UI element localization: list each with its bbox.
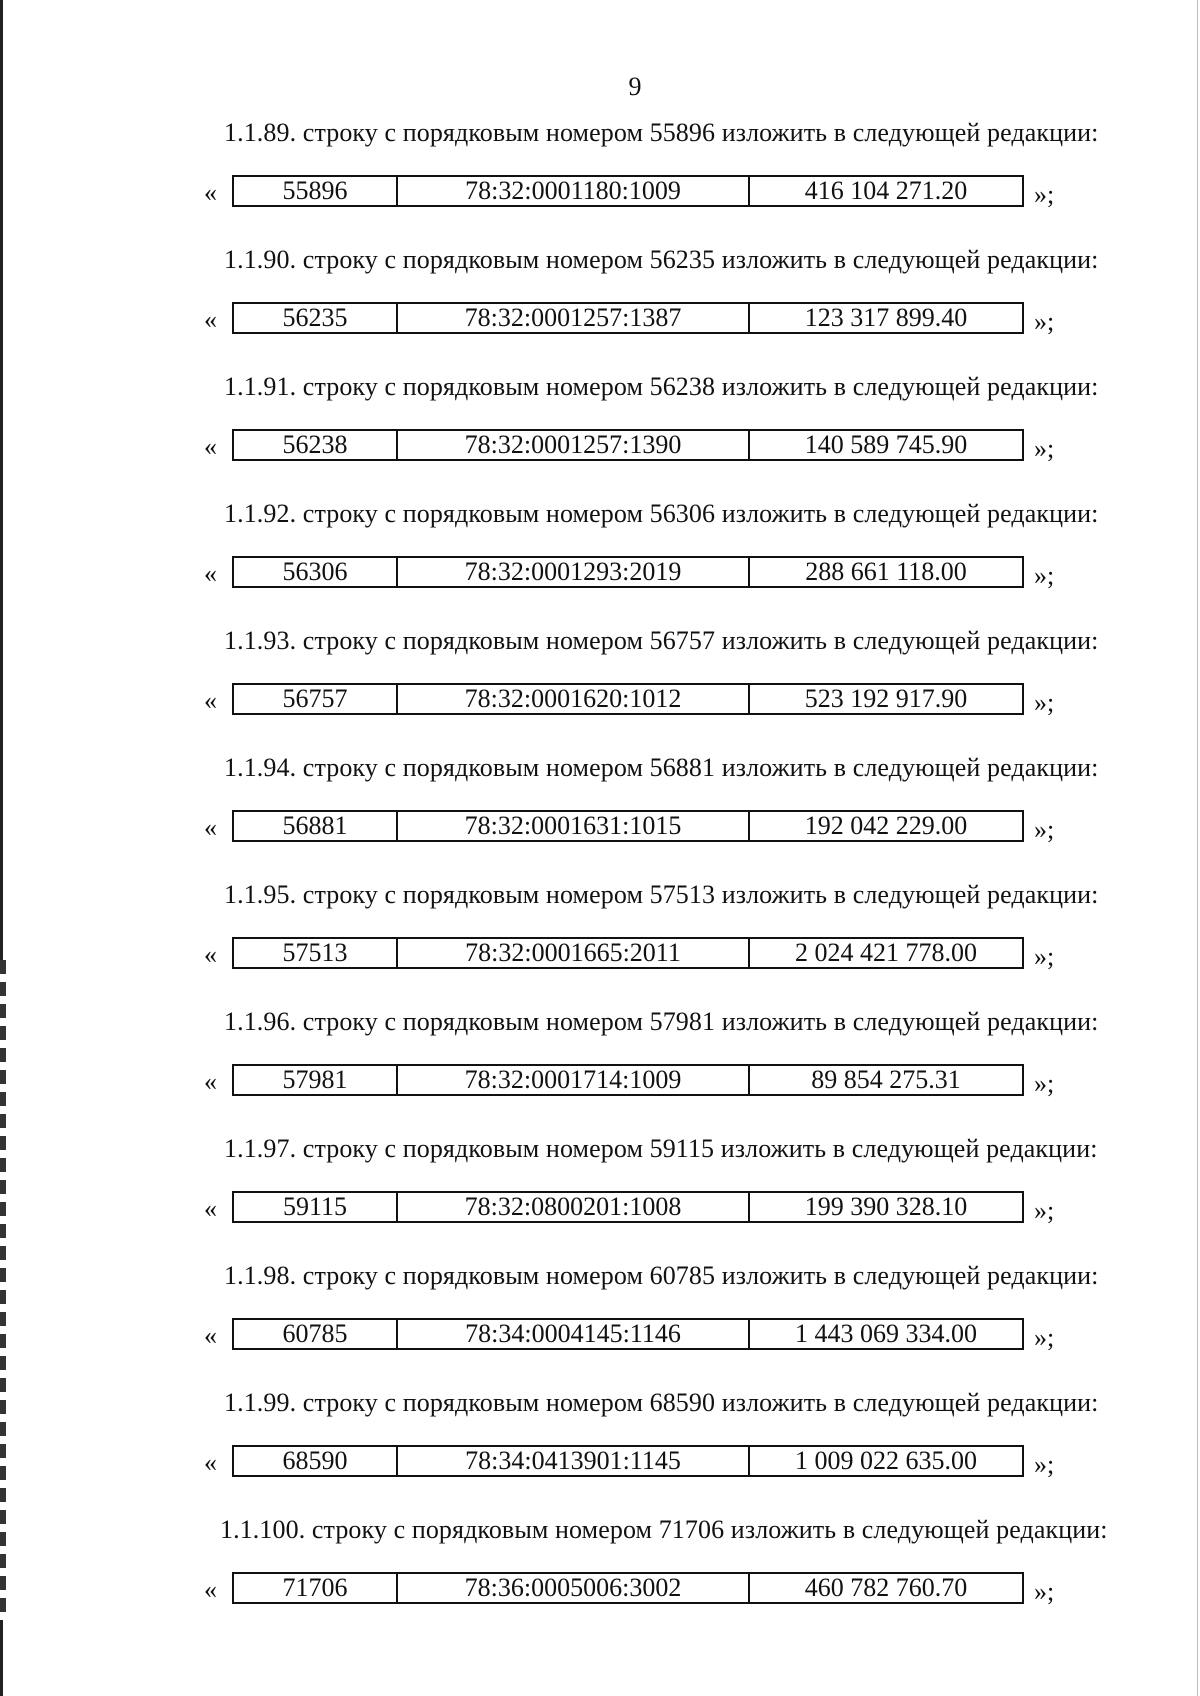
opening-quote: « bbox=[204, 1067, 217, 1096]
table-row bbox=[232, 1318, 1024, 1350]
closing-quote: »; bbox=[1034, 1450, 1055, 1479]
amendment-item bbox=[0, 1515, 1200, 1642]
table-row bbox=[232, 683, 1024, 715]
closing-quote: »; bbox=[1034, 180, 1055, 209]
closing-quote: »; bbox=[1034, 307, 1055, 336]
row-number-cell: 55896 bbox=[234, 177, 398, 205]
amendment-item bbox=[0, 1388, 1200, 1515]
opening-quote: « bbox=[204, 1448, 217, 1477]
amendment-item bbox=[0, 880, 1200, 1007]
opening-quote: « bbox=[204, 305, 217, 334]
cadastral-value-cell: 460 782 760.70 bbox=[804, 1573, 968, 1602]
replacement-row bbox=[204, 302, 1064, 338]
cadastral-value-cell: 523 192 917.90 bbox=[804, 684, 968, 713]
cadastral-number-cell: 78:32:0001620:1012 bbox=[398, 685, 750, 713]
row-number-cell: 56881 bbox=[234, 812, 398, 840]
cadastral-value-cell: 140 589 745.90 bbox=[804, 430, 968, 459]
table-row bbox=[232, 1572, 1024, 1604]
opening-quote: « bbox=[204, 813, 217, 842]
cadastral-value-cell: 1 443 069 334.00 bbox=[795, 1319, 977, 1348]
amendment-instruction: 1.1.98. строку с порядковым номером 60785 изложить в следующей редакции: bbox=[224, 1261, 1099, 1290]
amendment-instruction: 1.1.90. строку с порядковым номером 56235 изложить в следующей редакции: bbox=[224, 245, 1099, 274]
opening-quote: « bbox=[204, 1575, 217, 1604]
closing-quote: »; bbox=[1034, 1577, 1055, 1606]
row-number-cell: 59115 bbox=[234, 1193, 398, 1221]
row-number-cell: 60785 bbox=[234, 1320, 398, 1348]
row-number-cell: 68590 bbox=[234, 1447, 398, 1475]
amendment-instruction: 1.1.94. строку с порядковым номером 56881 изложить в следующей редакции: bbox=[224, 753, 1099, 782]
opening-quote: « bbox=[204, 432, 217, 461]
amendment-item bbox=[0, 1007, 1200, 1134]
row-number-cell: 56235 bbox=[234, 304, 398, 332]
amendment-item bbox=[0, 1134, 1200, 1261]
cadastral-value-cell: 89 854 275.31 bbox=[811, 1065, 961, 1094]
cadastral-value-cell: 2 024 421 778.00 bbox=[795, 938, 977, 967]
closing-quote: »; bbox=[1034, 561, 1055, 590]
closing-quote: »; bbox=[1034, 1196, 1055, 1225]
replacement-row bbox=[204, 1064, 1064, 1100]
amendment-instruction: 1.1.96. строку с порядковым номером 57981 изложить в следующей редакции: bbox=[224, 1007, 1099, 1036]
cadastral-value-cell: 192 042 229.00 bbox=[804, 811, 968, 840]
cadastral-value-cell: 123 317 899.40 bbox=[804, 303, 968, 332]
replacement-row bbox=[204, 1191, 1064, 1227]
closing-quote: »; bbox=[1034, 1323, 1055, 1352]
row-number-cell: 56306 bbox=[234, 558, 398, 586]
closing-quote: »; bbox=[1034, 1069, 1055, 1098]
cadastral-value-cell: 288 661 118.00 bbox=[805, 557, 967, 586]
amendment-instruction: 1.1.92. строку с порядковым номером 56306 изложить в следующей редакции: bbox=[224, 499, 1099, 528]
replacement-row bbox=[204, 937, 1064, 973]
cadastral-number-cell: 78:32:0001665:2011 bbox=[398, 939, 750, 967]
amendment-instruction: 1.1.100. строку с порядковым номером 71706 изложить в следующей редакции: bbox=[220, 1515, 1108, 1544]
opening-quote: « bbox=[204, 686, 217, 715]
amendment-instruction: 1.1.99. строку с порядковым номером 68590 изложить в следующей редакции: bbox=[224, 1388, 1099, 1417]
cadastral-value-cell: 416 104 271.20 bbox=[804, 176, 968, 205]
row-number-cell: 71706 bbox=[234, 1574, 398, 1602]
table-row bbox=[232, 302, 1024, 334]
replacement-row bbox=[204, 1318, 1064, 1354]
amendment-item bbox=[0, 1261, 1200, 1388]
table-row bbox=[232, 937, 1024, 969]
amendment-instruction: 1.1.89. строку с порядковым номером 55896 изложить в следующей редакции: bbox=[224, 118, 1099, 147]
cadastral-number-cell: 78:32:0001180:1009 bbox=[398, 177, 750, 205]
amendment-item bbox=[0, 245, 1200, 372]
cadastral-number-cell: 78:32:0800201:1008 bbox=[398, 1193, 750, 1221]
replacement-row bbox=[204, 683, 1064, 719]
amendment-item bbox=[0, 372, 1200, 499]
row-number-cell: 57981 bbox=[234, 1066, 398, 1094]
closing-quote: »; bbox=[1034, 815, 1055, 844]
cadastral-number-cell: 78:34:0413901:1145 bbox=[398, 1447, 750, 1475]
cadastral-number-cell: 78:34:0004145:1146 bbox=[398, 1320, 750, 1348]
opening-quote: « bbox=[204, 559, 217, 588]
opening-quote: « bbox=[204, 940, 217, 969]
opening-quote: « bbox=[204, 1194, 217, 1223]
page-number: 9 bbox=[628, 72, 642, 101]
opening-quote: « bbox=[204, 1321, 217, 1350]
amendment-instruction: 1.1.93. строку с порядковым номером 56757 изложить в следующей редакции: bbox=[224, 626, 1099, 655]
row-number-cell: 57513 bbox=[234, 939, 398, 967]
closing-quote: »; bbox=[1034, 688, 1055, 717]
row-number-cell: 56238 bbox=[234, 431, 398, 459]
cadastral-value-cell: 199 390 328.10 bbox=[804, 1192, 968, 1221]
amendment-item bbox=[0, 753, 1200, 880]
cadastral-number-cell: 78:32:0001257:1387 bbox=[398, 304, 750, 332]
cadastral-number-cell: 78:32:0001293:2019 bbox=[398, 558, 750, 586]
replacement-row bbox=[204, 429, 1064, 465]
cadastral-number-cell: 78:32:0001714:1009 bbox=[398, 1066, 750, 1094]
amendment-item bbox=[0, 499, 1200, 626]
table-row bbox=[232, 1064, 1024, 1096]
closing-quote: »; bbox=[1034, 942, 1055, 971]
cadastral-number-cell: 78:36:0005006:3002 bbox=[398, 1574, 750, 1602]
table-row bbox=[232, 175, 1024, 207]
replacement-row bbox=[204, 810, 1064, 846]
cadastral-value-cell: 1 009 022 635.00 bbox=[795, 1446, 977, 1475]
row-number-cell: 56757 bbox=[234, 685, 398, 713]
amendment-item bbox=[0, 626, 1200, 753]
amendment-instruction: 1.1.91. строку с порядковым номером 56238 изложить в следующей редакции: bbox=[224, 372, 1099, 401]
table-row bbox=[232, 556, 1024, 588]
table-row bbox=[232, 810, 1024, 842]
amendment-instruction: 1.1.97. строку с порядковым номером 59115 изложить в следующей редакции: bbox=[224, 1134, 1098, 1163]
cadastral-number-cell: 78:32:0001631:1015 bbox=[398, 812, 750, 840]
replacement-row bbox=[204, 1572, 1064, 1608]
closing-quote: »; bbox=[1034, 434, 1055, 463]
amendment-item bbox=[0, 118, 1200, 245]
table-row bbox=[232, 429, 1024, 461]
replacement-row bbox=[204, 556, 1064, 592]
opening-quote: « bbox=[204, 178, 217, 207]
replacement-row bbox=[204, 1445, 1064, 1481]
table-row bbox=[232, 1191, 1024, 1223]
amendment-instruction: 1.1.95. строку с порядковым номером 57513 изложить в следующей редакции: bbox=[224, 880, 1099, 909]
table-row bbox=[232, 1445, 1024, 1477]
replacement-row bbox=[204, 175, 1064, 211]
cadastral-number-cell: 78:32:0001257:1390 bbox=[398, 431, 750, 459]
